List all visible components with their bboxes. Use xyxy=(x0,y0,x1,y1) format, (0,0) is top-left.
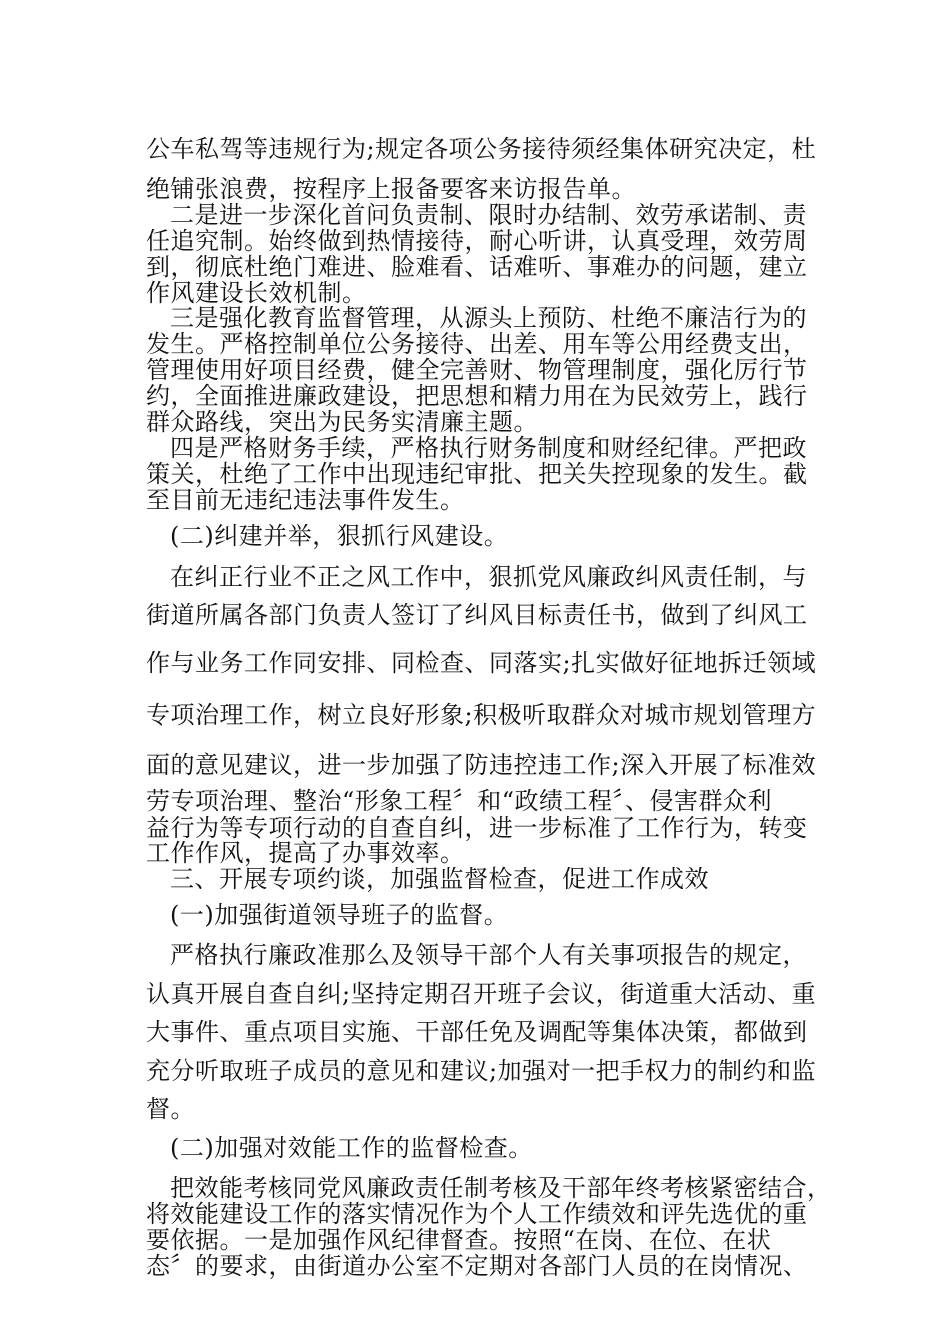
text-line: 把效能考核同党风廉政责任制考核及干部年终考核紧密结合， xyxy=(170,1174,832,1202)
text-line: 益行为等专项行动的自查自纠，进一步标准了工作行为，转变 xyxy=(146,814,808,842)
text-line: 二是进一步深化首问负责制、限时办结制、效劳承诺制、责 xyxy=(170,201,807,229)
text-line: 四是严格财务手续，严格执行财务制度和财经纪律。严把政 xyxy=(170,434,807,462)
text-line: 公车私驾等违规行为;规定各项公务接待须经集体研究决定，杜 xyxy=(146,135,817,163)
text-line: 管理使用好项目经费，健全完善财、物管理制度，强化厉行节 xyxy=(146,356,808,384)
text-line: 作与业务工作同安排、同检查、同落实;扎实做好征地拆迁领域 xyxy=(146,649,817,677)
text-line: 专项治理工作，树立良好形象;积极听取群众对城市规划管理方 xyxy=(146,701,817,729)
text-line: 督。 xyxy=(146,1095,195,1123)
text-line: 在纠正行业不正之风工作中，狠抓党风廉政纠风责任制，与 xyxy=(170,563,807,591)
text-line: 劳专项治理、整治“形象工程〞和“政绩工程〞、侵害群众利 xyxy=(146,787,773,815)
section-heading: (二)纠建并举，狠抓行风建设。 xyxy=(170,522,509,550)
text-line: 认真开展自查自纠;坚持定期召开班子会议，街道重大活动、重 xyxy=(146,980,817,1008)
text-line: 策关，杜绝了工作中出现违纪审批、把关失控现象的发生。截 xyxy=(146,460,808,488)
text-line: 工作作风，提高了办事效率。 xyxy=(146,839,465,867)
text-line: 充分听取班子成员的意见和建议;加强对一把手权力的制约和监 xyxy=(146,1057,817,1085)
text-line: 严格执行廉政准那么及领导干部个人有关事项报告的规定， xyxy=(170,941,807,969)
text-line: 到，彻底杜绝门难进、脸难看、话难听、事难办的问题，建立 xyxy=(146,253,808,281)
text-line: 三是强化教育监督管理，从源头上预防、杜绝不廉洁行为的 xyxy=(170,304,807,332)
section-heading: 三、开展专项约谈，加强监督检查，促进工作成效 xyxy=(170,865,709,893)
text-line: 态〞的要求，由街道办公室不定期对各部门人员的在岗情况、 xyxy=(146,1252,808,1280)
section-heading: (一)加强街道领导班子的监督。 xyxy=(170,901,509,929)
text-line: 将效能建设工作的落实情况作为个人工作绩效和评先选优的重 xyxy=(146,1200,808,1228)
text-line: 大事件、重点项目实施、干部任免及调配等集体决策，都做到 xyxy=(146,1018,808,1046)
text-line: 任追究制。始终做到热情接待，耐心听讲，认真受理，效劳周 xyxy=(146,227,808,255)
text-line: 要依据。一是加强作风纪律督查。按照“在岗、在位、在状 xyxy=(146,1226,772,1254)
text-line: 绝铺张浪费，按程序上报备要客来访报告单。 xyxy=(146,175,636,203)
section-heading: (二)加强对效能工作的监督检查。 xyxy=(170,1134,533,1162)
text-line: 约，全面推进廉政建设，把思想和精力用在为民效劳上，践行 xyxy=(146,382,808,410)
text-line: 街道所属各部门负责人签订了纠风目标责任书，做到了纠风工 xyxy=(146,601,808,629)
text-line: 群众路线，突出为民务实清廉主题。 xyxy=(146,408,538,436)
text-line: 作风建设长效机制。 xyxy=(146,279,367,307)
text-line: 发生。严格控制单位公务接待、出差、用车等公用经费支出， xyxy=(146,330,808,358)
text-line: 面的意见建议，进一步加强了防违控违工作;深入开展了标准效 xyxy=(146,751,817,779)
text-line: 至目前无违纪违法事件发生。 xyxy=(146,486,465,514)
